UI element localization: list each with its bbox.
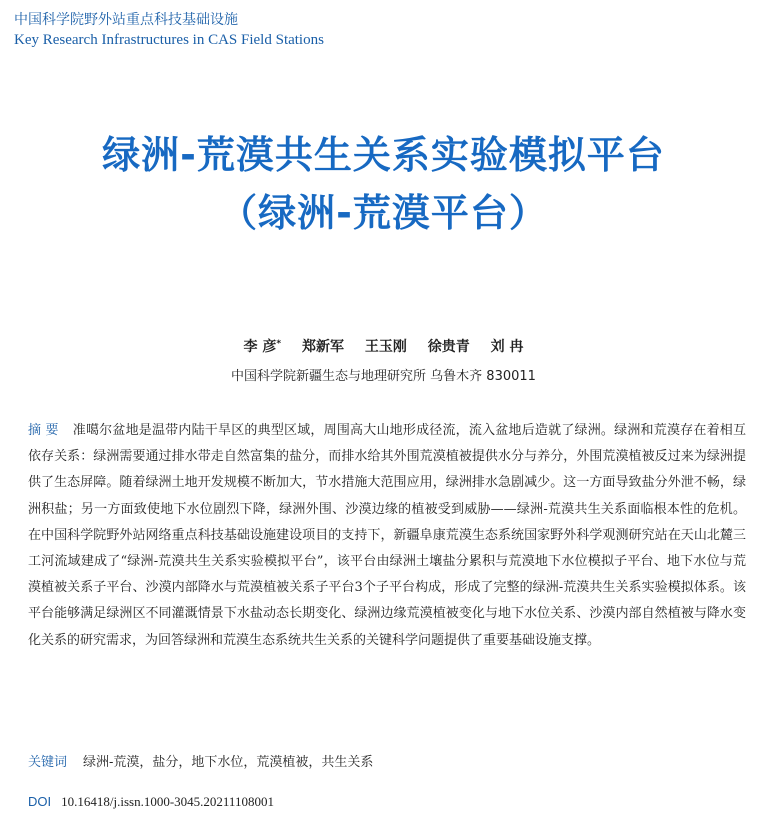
- author-list: [0, 337, 767, 357]
- article-title: [0, 126, 767, 242]
- journal-section-cn: 中国科学院野外站重点科技基础设施: [14, 12, 238, 28]
- journal-section-en: Key Research Infrastructures in CAS Field Stations: [14, 32, 324, 48]
- article-title-line1: 绿洲-荒漠共生关系实验模拟平台: [102, 133, 665, 177]
- doi-label: DOI: [28, 794, 52, 809]
- keywords: [28, 753, 373, 773]
- author-name: 刘 冉: [490, 339, 524, 355]
- author-name: 徐贵青: [427, 339, 470, 355]
- doi-value: 10.16418/j.issn.1000-3045.20211108001: [61, 794, 274, 809]
- corresponding-mark: *: [276, 339, 282, 349]
- author-name: 郑新军: [301, 339, 344, 355]
- affiliation: 中国科学院新疆生态与地理研究所 乌鲁木齐 830011: [231, 369, 536, 384]
- author-name: 王玉刚: [364, 339, 407, 355]
- keywords-text: 绿洲-荒漠，盐分，地下水位，荒漠植被，共生关系: [83, 755, 374, 770]
- author-name: 李 彦*: [243, 339, 282, 355]
- article-title-line2: （绿洲-荒漠平台）: [219, 191, 548, 235]
- abstract-label: 摘 要: [28, 423, 59, 438]
- abstract: [28, 418, 746, 654]
- doi: [28, 792, 274, 812]
- keywords-label: 关键词: [28, 755, 68, 770]
- journal-header: [14, 10, 324, 50]
- abstract-text: 准噶尔盆地是温带内陆干旱区的典型区域，周围高大山地形成径流，流入盆地后造就了绿洲。绿洲和荒漠存在着相互依存关系：绿洲需要通过排水带走自然富集的盐分，而排水给其外围荒漠植被提供水分与养分，外围荒漠植被反过来为绿洲提供了生态屏障。随着绿洲土地开发规模不断加大，节水措施大范围应用，绿洲排水急剧减少。这一方面导致盐分外泄不畅，绿洲积盐；另一方面致使地下水位剧烈下降，绿洲外围、沙漠边缘的植被受到威胁——绿洲-荒漠共生关系面临根本性的危机。在中国科学院野外站网络重点科技基础设施建设项目的支持下，新疆阜康荒漠生态系统国家野外科学观测研究站在天山北麓三工河流域建成了“绿洲-荒漠共生关系实验模拟平台”，该平台由绿洲土壤盐分累积与荒漠地下水位模拟子平台、地下水位与荒漠植被关系子平台、沙漠内部降水与荒漠植被关系子平台3个子平台构成，形成了完整的绿洲-荒漠共生关系实验模拟体系。该平台能够满足绿洲区不同灌溉情景下水盐动态长期变化、绿洲边缘荒漠植被变化与地下水位关系、沙漠内部自然植被与降水变化关系的研究需求，为回答绿洲和荒漠生态系统共生关系的关键科学问题提供了重要基础设施支撑。: [28, 423, 746, 648]
